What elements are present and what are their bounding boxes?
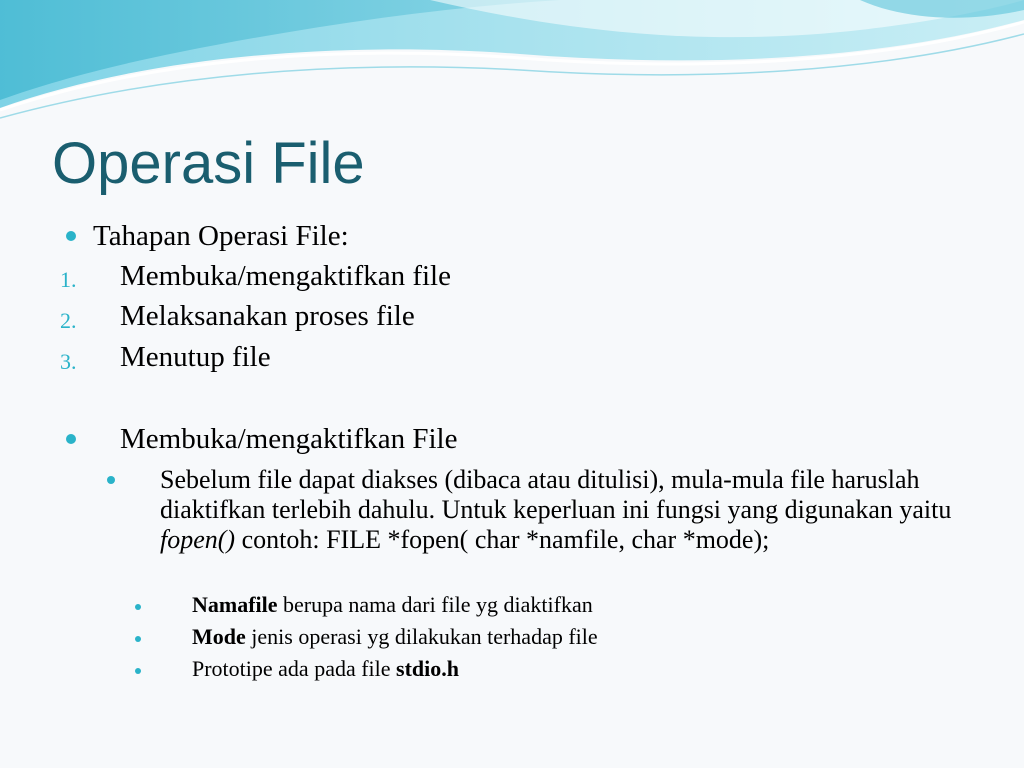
bullet-dot <box>135 668 141 674</box>
function-name: fopen() <box>160 525 236 554</box>
sub-item-text: Prototipe ada pada file <box>192 656 397 681</box>
bullet-dot <box>107 476 115 484</box>
sub-item <box>192 624 598 650</box>
step-text: Menutup file <box>120 341 271 373</box>
paragraph-text <box>160 465 980 555</box>
sub-item <box>192 592 593 618</box>
step-number: 2. <box>60 308 77 333</box>
step-number: 3. <box>60 349 77 374</box>
paragraph-part2: contoh: FILE *fopen( char *namfile, char *mode); <box>235 525 770 554</box>
bullet-dot <box>135 636 141 642</box>
step-text: Membuka/mengaktifkan file <box>120 260 451 292</box>
sub-item-text: jenis operasi yg dilakukan terhadap file <box>245 624 598 649</box>
step-number: 1. <box>60 267 77 292</box>
bullet-dot <box>135 604 141 610</box>
slide-title: Operasi File <box>52 131 365 196</box>
sub-item-text: berupa nama dari file yg diaktifkan <box>277 592 593 617</box>
sub-item <box>192 656 459 682</box>
bullet-dot <box>66 231 76 241</box>
step-text: Melaksanakan proses file <box>120 300 415 332</box>
sub-item-bold: Mode <box>192 624 246 649</box>
sub-item-bold: stdio.h <box>396 656 460 681</box>
intro-bullet-text: Tahapan Operasi File: <box>93 220 349 252</box>
section-bullet-text: Membuka/mengaktifkan File <box>120 423 458 455</box>
sub-item-bold: Namafile <box>192 592 278 617</box>
bullet-dot <box>66 434 76 444</box>
paragraph-part1: Sebelum file dapat diakses (dibaca atau ditulisi), mula-mula file haruslah diaktifkan terlebih dahulu. Untuk keperluan ini fungsi yang digunakan yaitu <box>160 465 952 524</box>
